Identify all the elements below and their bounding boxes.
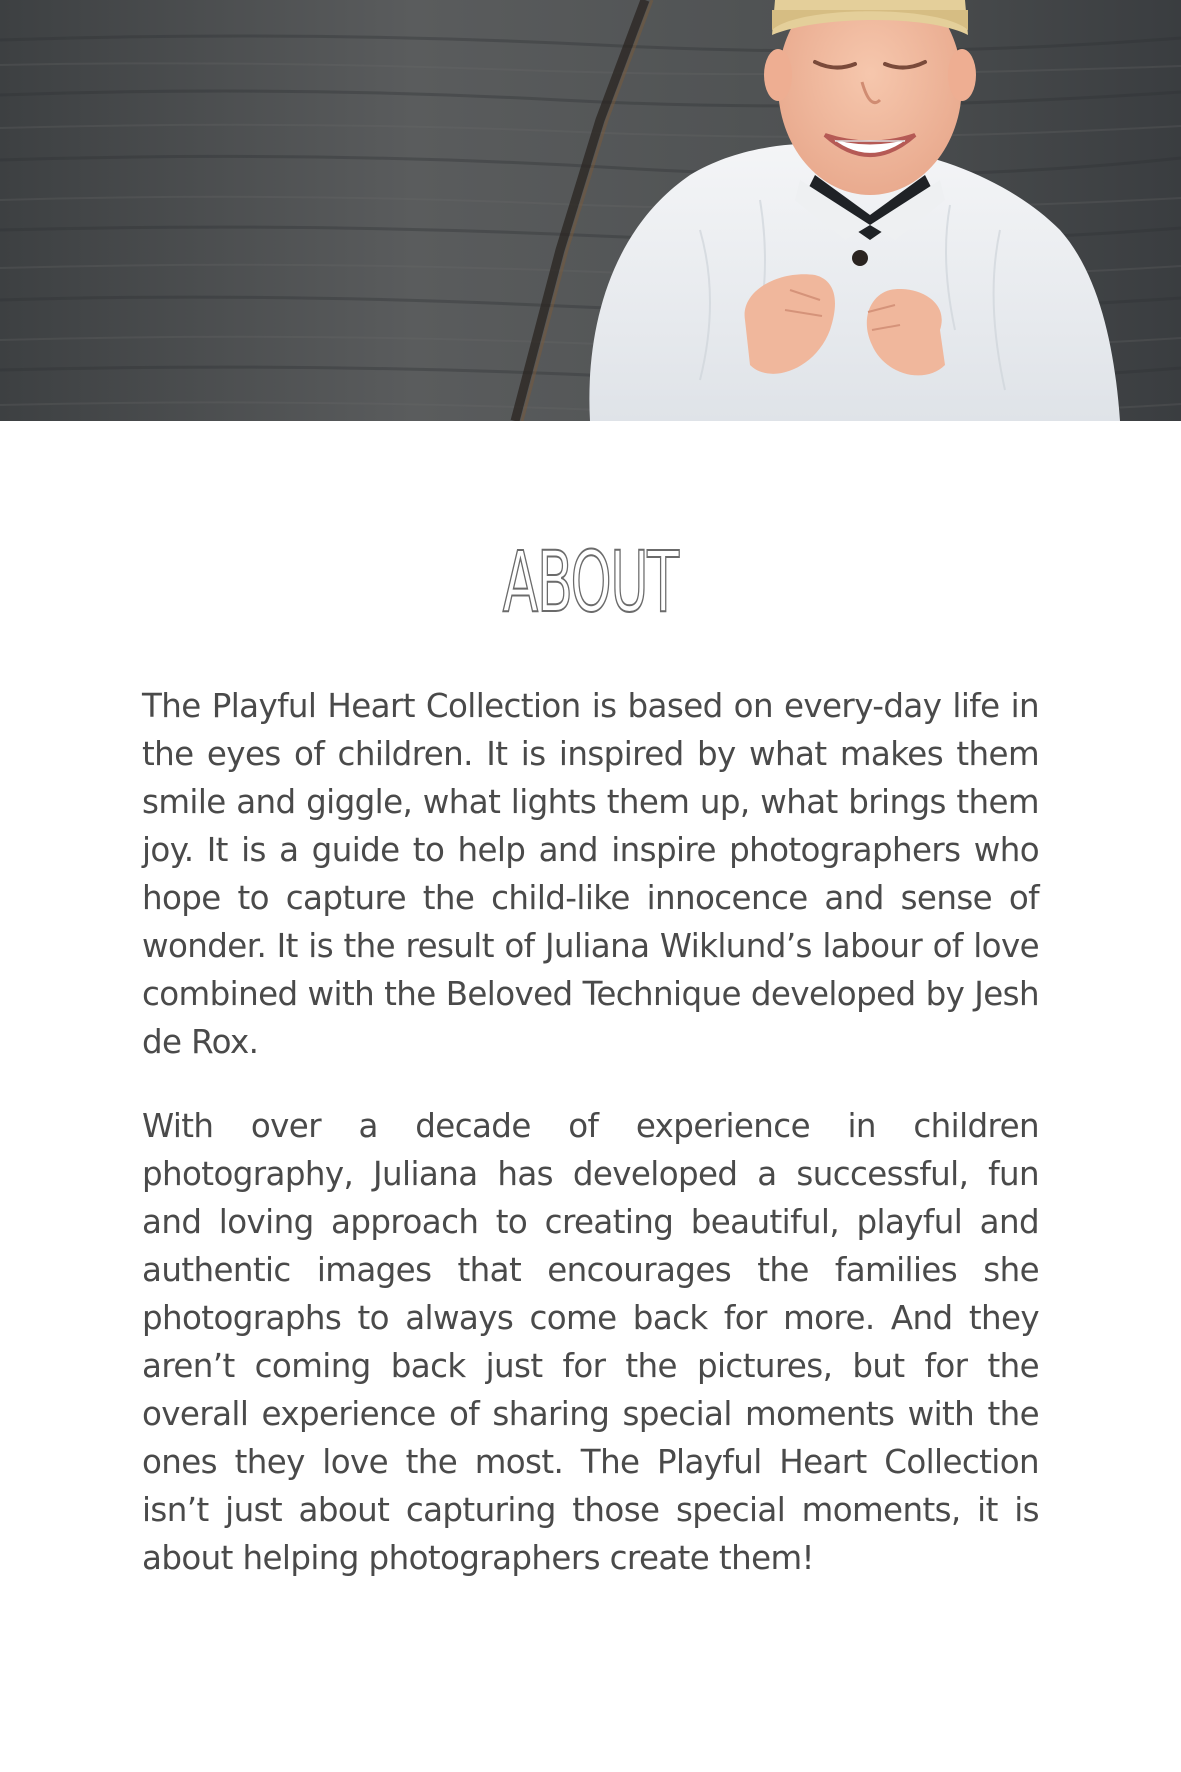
title-container (0, 533, 1181, 631)
paragraph: With over a decade of experience in children photography, Juliana has developed a successful, fun and loving approach to creating beautiful, playful and authentic images that encourages the families she photographs to always come back for more. And they aren’t coming back just for the pictures, but for the overall experience of sharing special moments with the ones they love the most. The Playful Heart Collection isn’t just about capturing those special moments, it is about helping photographers create them! (142, 1107, 1039, 1577)
hero-photo (0, 0, 1181, 421)
about-body (142, 682, 1039, 1618)
page-title: ABOUT (502, 533, 679, 631)
paragraph: The Playful Heart Collection is based on every-day life in the eyes of children. It is inspired by what makes them smile and giggle, what lights them up, what brings them joy. It is a guide to help and inspire photographers who hope to capture the child-like innocence and sense of wonder. It is the result of Juliana Wiklund’s labour of love combined with the Beloved Technique developed by Jesh de Rox. (142, 687, 1039, 1061)
